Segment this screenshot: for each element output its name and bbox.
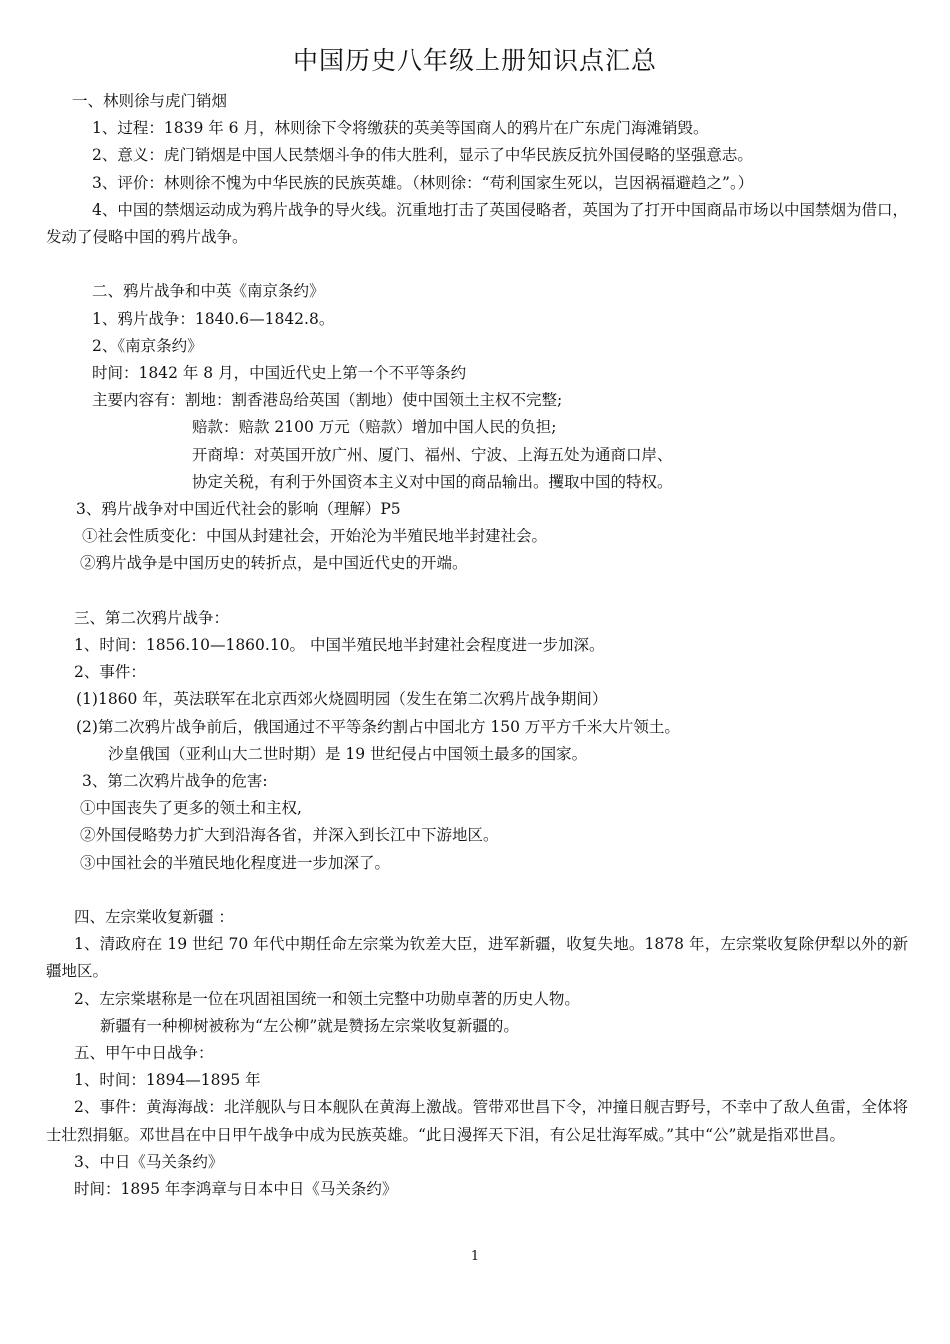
text-line: 沙皇俄国（亚利山大二世时期）是 19 世纪侵占中国领土最多的国家。 <box>108 744 588 763</box>
text-line: (1)1860 年，英法联军在北京西郊火烧圆明园（发生在第二次鸦片战争期间） <box>76 690 608 709</box>
text-line: 四、左宗棠收复新疆 ： <box>74 908 234 927</box>
text-line: 一、林则徐与虎门销烟 <box>72 92 228 110</box>
text-line: ②外国侵略势力扩大到沿海各省，并深入到长江中下游地区。 <box>80 826 499 845</box>
text-line: 新疆有一种柳树被称为“左公柳”就是赞扬左宗棠收复新疆的。 <box>100 1016 519 1035</box>
text-line: 2、意义：虎门销烟是中国人民禁烟斗争的伟大胜利，显示了中华民族反抗外国侵略的坚强意志。 <box>92 146 753 165</box>
text-line: 3、第二次鸦片战争的危害: <box>82 772 268 791</box>
blank-line <box>46 251 908 278</box>
text-line: 3、中日《马关条约》 <box>74 1152 224 1171</box>
text-line: 2、左宗棠堪称是一位在巩固祖国统一和领土完整中功勋卓著的历史人物。 <box>74 989 580 1008</box>
text-line: 4、中国的禁烟运动成为鸦片战争的导火线。沉重地打击了英国侵略者，英国为了打开中国商品市场以中国禁烟为借口，发动了侵略中国的鸦片战争。 <box>46 200 908 247</box>
text-line: 1、鸦片战争：1840.6—1842.8。 <box>92 309 335 328</box>
text-line: 2、《南京条约》 <box>92 336 203 355</box>
text-line: 3、鸦片战争对中国近代社会的影响（理解）P5 <box>76 500 401 519</box>
text-line: 1、过程：1839 年 6 月，林则徐下令将缴获的英美等国商人的鸦片在广东虎门海滩销毁。 <box>92 119 709 138</box>
text-line: ②鸦片战争是中国历史的转折点，是中国近代史的开端。 <box>80 554 468 573</box>
text-line: 1、清政府在 19 世纪 70 年代中期任命左宗棠为钦差大臣，进军新疆，收复失地。1878 年，左宗棠收复除伊犁以外的新疆地区。 <box>46 935 908 981</box>
text-line: 3、评价：林则徐不愧为中华民族的民族英雄。（林则徐：“苟利国家生死以，岂因祸福避趋之”。） <box>92 173 754 192</box>
text-line: 2、事件：黄海海战：北洋舰队与日本舰队在黄海上激战。管带邓世昌下令，冲撞日舰吉野号，不幸中了敌人鱼雷，全体将士壮烈捐躯。邓世昌在中日甲午战争中成为民族英雄。“此日漫挥天下泪，有公足壮海军威。”其中“公”就是指邓世昌。 <box>46 1098 908 1144</box>
blank-line <box>46 877 908 904</box>
text-line: 时间：1842 年 8 月，中国近代史上第一个不平等条约 <box>92 364 467 383</box>
text-line: 主要内容有：割地：割香港岛给英国（割地）使中国领土主权不完整; <box>92 391 563 410</box>
text-line: ①中国丧失了更多的领土和主权, <box>80 799 302 818</box>
text-line: 时间：1895 年李鸿章与日本中日《马关条约》 <box>74 1180 398 1199</box>
text-line: 五、甲午中日战争： <box>74 1044 214 1063</box>
document-body <box>46 88 908 1203</box>
text-line: 协定关税，有利于外国资本主义对中国的商品输出。攫取中国的特权。 <box>192 472 673 491</box>
text-line: 1、时间：1894—1895 年 <box>74 1071 261 1090</box>
text-line: 2、事件： <box>74 663 146 682</box>
blank-line <box>46 578 908 605</box>
text-line: 二、鸦片战争和中英《南京条约》 <box>92 282 325 301</box>
text-line: 1、时间：1856.10—1860.10。 中国半殖民地半封建社会程度进一步加深。 <box>74 636 605 655</box>
text-line: ③中国社会的半殖民地化程度进一步加深了。 <box>80 853 391 872</box>
document-title: 中国历史八年级上册知识点汇总 <box>292 46 657 75</box>
page-number: 1 <box>470 1249 480 1264</box>
text-line: 开商埠：对英国开放广州、厦门、福州、宁波、上海五处为通商口岸、 <box>192 445 673 464</box>
text-line: 三、第二次鸦片战争： <box>74 608 230 627</box>
text-line: (2)第二次鸦片战争前后，俄国通过不平等条约割占中国北方 150 万平方千米大片领土。 <box>76 717 680 736</box>
text-line: 赔款：赔款 2100 万元（赔款）增加中国人民的负担; <box>192 418 557 437</box>
text-line: ①社会性质变化：中国从封建社会，开始沦为半殖民地半封建社会。 <box>82 527 548 546</box>
